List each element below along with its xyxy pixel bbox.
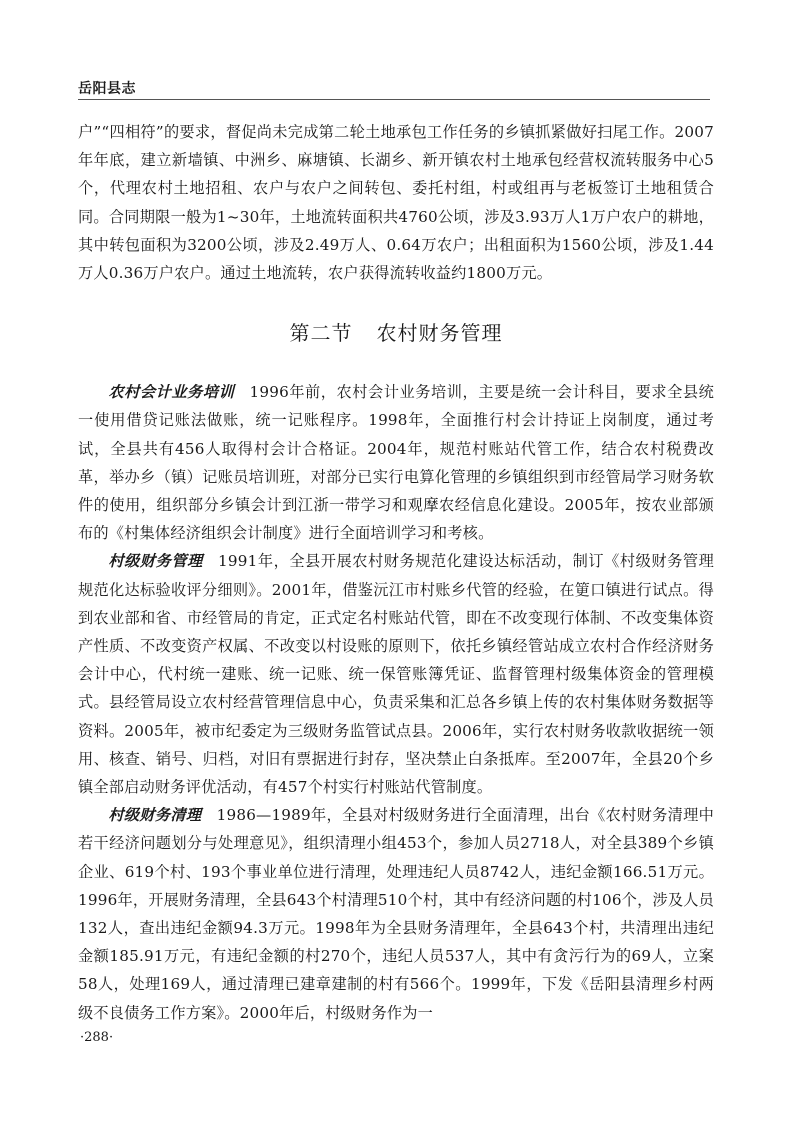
- subsection-heading: 村级财务管理: [108, 552, 203, 571]
- subsection-accounting-training: [78, 378, 714, 547]
- section-title: 农村财务管理: [376, 321, 503, 346]
- header-rule: [78, 99, 710, 100]
- subsection-heading: 村级财务清理: [108, 806, 202, 825]
- subsection-heading: 农村会计业务培训: [108, 383, 235, 402]
- subsection-text: 1991年，全县开展农村财务规范化建设达标活动，制订《村级财务管理规范化达标验收评分细则》。2001年，借鉴沅江市村账乡代管的经验，在筻口镇进行试点。得到农业部和省、市经管局的肯定，正式定名村账站代管，即在不改变现行体制、不改变集体资产性质、不改变资产权属、不改变以村设账的原则下，依托乡镇经管站成立农村合作经济财务会计中心，代村统一建账、统一记账、统一保管账簿凭证、监督管理村级集体资金的管理模式。县经管局设立农村经营管理信息中心，负责采集和汇总各乡镇上传的农村集体财务数据等资料。2005年，被市纪委定为三级财务监管试点县。2006年，实行农村财务收款收据统一领用、核查、销号、归档，对旧有票据进行封存，坚决禁止白条抵库。至2007年，全县20个乡镇全部启动财务评优活动，有457个村实行村账站代管制度。: [78, 552, 714, 797]
- subsection-village-finance-audit: [78, 801, 714, 1027]
- opening-paragraph: 户”“四相符”的要求，督促尚未完成第二轮土地承包工作任务的乡镇抓紧做好扫尾工作。2007年年底，建立新墙镇、中洲乡、麻塘镇、长湖乡、新开镇农村土地承包经营权流转服务中心5个，代理农村土地招租、农户与农户之间转包、委托村组，村或组再与老板签订土地租赁合同。合同期限一般为1~30年，土地流转面积共4760公顷，涉及3.93万人1万户农户的耕地，其中转包面积为3200公顷，涉及2.49万人、0.64万农户；出租面积为1560公顷，涉及1.44万人0.36万户农户。通过土地流转，农户获得流转收益约1800万元。: [78, 123, 714, 283]
- subsection-village-finance-management: [78, 547, 714, 801]
- page-number: ·288·: [80, 1030, 114, 1045]
- section-number: 第二节: [289, 321, 353, 346]
- page-body: [78, 118, 714, 1027]
- section-heading: [78, 317, 714, 346]
- subsection-text: 1986—1989年，全县对村级财务进行全面清理，出台《农村财务清理中若干经济问题划分与处理意见》，组织清理小组453个，参加人员2718人，对全县389个乡镇企业、619个村、193个事业单位进行清理，处理违纪人员8742人，违纪金额166.51万元。1996年，开展财务清理，全县643个村清理510个村，其中有经济问题的村106个，涉及人员132人，查出违纪金额94.3万元。1998年为全县财务清理年，全县643个村，共清理出违纪金额185.91万元，有违纪金额的村270个，违纪人员537人，其中有贪污行为的69人，立案58人，处理169人，通过清理已建章建制的村有566个。1999年，下发《岳阳县清理乡村两级不良债务工作方案》。2000年后，村级财务作为一: [78, 806, 715, 1022]
- running-head-title: 岳阳县志: [78, 81, 136, 97]
- subsection-text: 1996年前，农村会计业务培训，主要是统一会计科目，要求全县统一使用借贷记账法做账，统一记账程序。1998年，全面推行村会计持证上岗制度，通过考试，全县共有456人取得村会计合格证。2004年，规范村账站代管工作，结合农村税费改革，举办乡（镇）记账员培训班，对部分已实行电算化管理的乡镇组织到市经管局学习财务软件的使用，组织部分乡镇会计到江浙一带学习和观摩农经信息化建设。2005年，按农业部颁布的《村集体经济组织会计制度》进行全面培训学习和考核。: [78, 383, 714, 543]
